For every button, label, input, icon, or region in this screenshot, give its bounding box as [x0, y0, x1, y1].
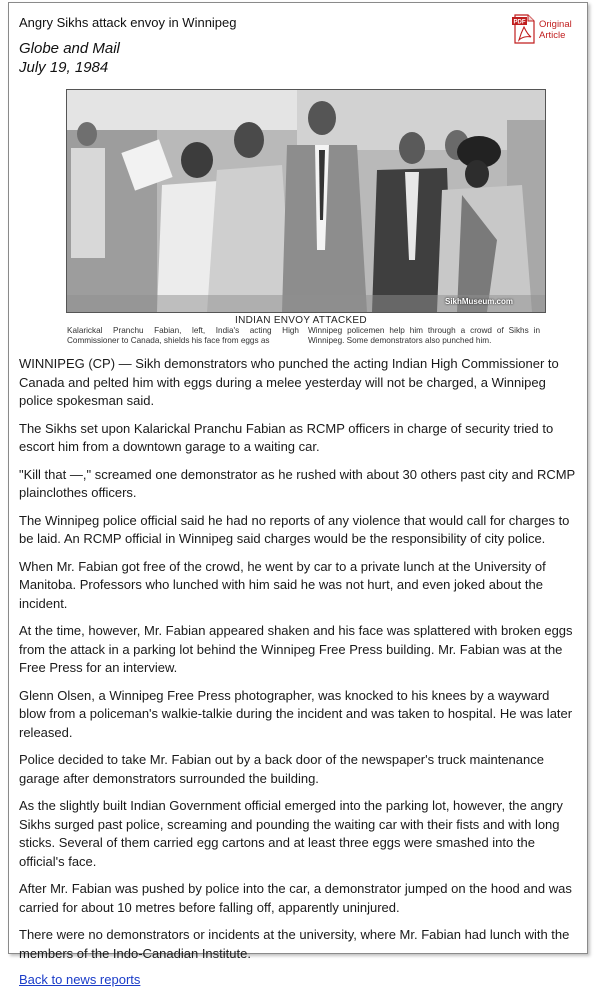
- article-paragraph: At the time, however, Mr. Fabian appeared shaken and his face was splattered with broken eggs from the attack in a parking lot behind the Winnipeg Free Press building. Mr. Fabian was at the Free Press for an interview.: [19, 623, 573, 675]
- photo-caption-right: Winnipeg policemen help him through a crowd of Sikhs in Winnipeg. Some demonstrators also punched him.: [308, 326, 540, 345]
- photo-caption-left: Kalarickal Pranchu Fabian, left, India's acting High Commissioner to Canada, shields his face from eggs as: [67, 326, 299, 345]
- original-article-pdf-link[interactable]: [511, 13, 579, 47]
- photo-caption-heading: INDIAN ENVOY ATTACKED: [235, 315, 367, 326]
- pdf-link-line1: Original: [539, 19, 572, 30]
- article-paragraph: Police decided to take Mr. Fabian out by a back door of the newspaper's truck maintenance garage after demonstrators surrounded the building.: [19, 752, 544, 786]
- article-paragraph: When Mr. Fabian got free of the crowd, he went by car to a private lunch at the University of Manitoba. Professors who lunched with him said he was not hurt, and even joked about the incident.: [19, 558, 546, 611]
- article-paragraph: Glenn Olsen, a Winnipeg Free Press photographer, was knocked to his knees by a wayward blow from a policeman's walkie-talkie during the incident and was taken to hospital. He was later released.: [19, 687, 573, 740]
- news-photo: [66, 89, 546, 313]
- publication-name: Globe and Mail: [19, 40, 120, 57]
- pdf-link-label: [539, 19, 572, 41]
- pdf-document-icon: [511, 13, 537, 45]
- article-body: [19, 355, 579, 987]
- publication-info: [19, 39, 120, 77]
- article-paragraph: As the slightly built Indian Government official emerged into the parking lot, however, the angry Sikhs surged past police, screaming and pounding the waiting car with their fists and with long sticks. Several of them carried egg cartons and at least three eggs were smashed into the official's face.: [19, 798, 563, 869]
- article-paragraph: WINNIPEG (CP) — Sikh demonstrators who punched the acting Indian High Commissioner to Canada and pelted him with eggs during a melee yesterday will not be charged, a Winnipeg police spokesman said.: [19, 356, 559, 408]
- article-paragraph: "Kill that —," screamed one demonstrator as he rushed with about 30 others past city and RCMP plainclothes officers.: [19, 466, 575, 500]
- article-page: [8, 2, 588, 987]
- article-paragraph: After Mr. Fabian was pushed by police into the car, a demonstrator jumped on the hood and was carried for about 10 metres before falling off, apparently uninjured.: [19, 881, 572, 915]
- pdf-badge-text: PDF: [513, 19, 526, 26]
- article-paragraph: The Winnipeg police official said he had no reports of any violence that would call for charges to be laid. An RCMP official in Winnipeg said charges would be the responsibility of city police.: [19, 512, 570, 546]
- article-paragraph: There were no demonstrators or incidents at the university, where Mr. Fabian had lunch with the members of the Indo-Canadian Institute.: [19, 927, 570, 961]
- publication-date: July 19, 1984: [19, 59, 109, 76]
- photo-watermark: SikhMuseum.com: [444, 297, 513, 306]
- article-paragraph: The Sikhs set upon Kalarickal Pranchu Fabian as RCMP officers in charge of security tried to escort him from a downtown garage to a waiting car.: [19, 420, 554, 454]
- article-headline: Angry Sikhs attack envoy in Winnipeg: [19, 15, 237, 30]
- pdf-link-line2: Article: [539, 30, 566, 41]
- news-photo-image: [67, 90, 545, 312]
- back-to-news-reports-link[interactable]: Back to news reports: [19, 972, 141, 987]
